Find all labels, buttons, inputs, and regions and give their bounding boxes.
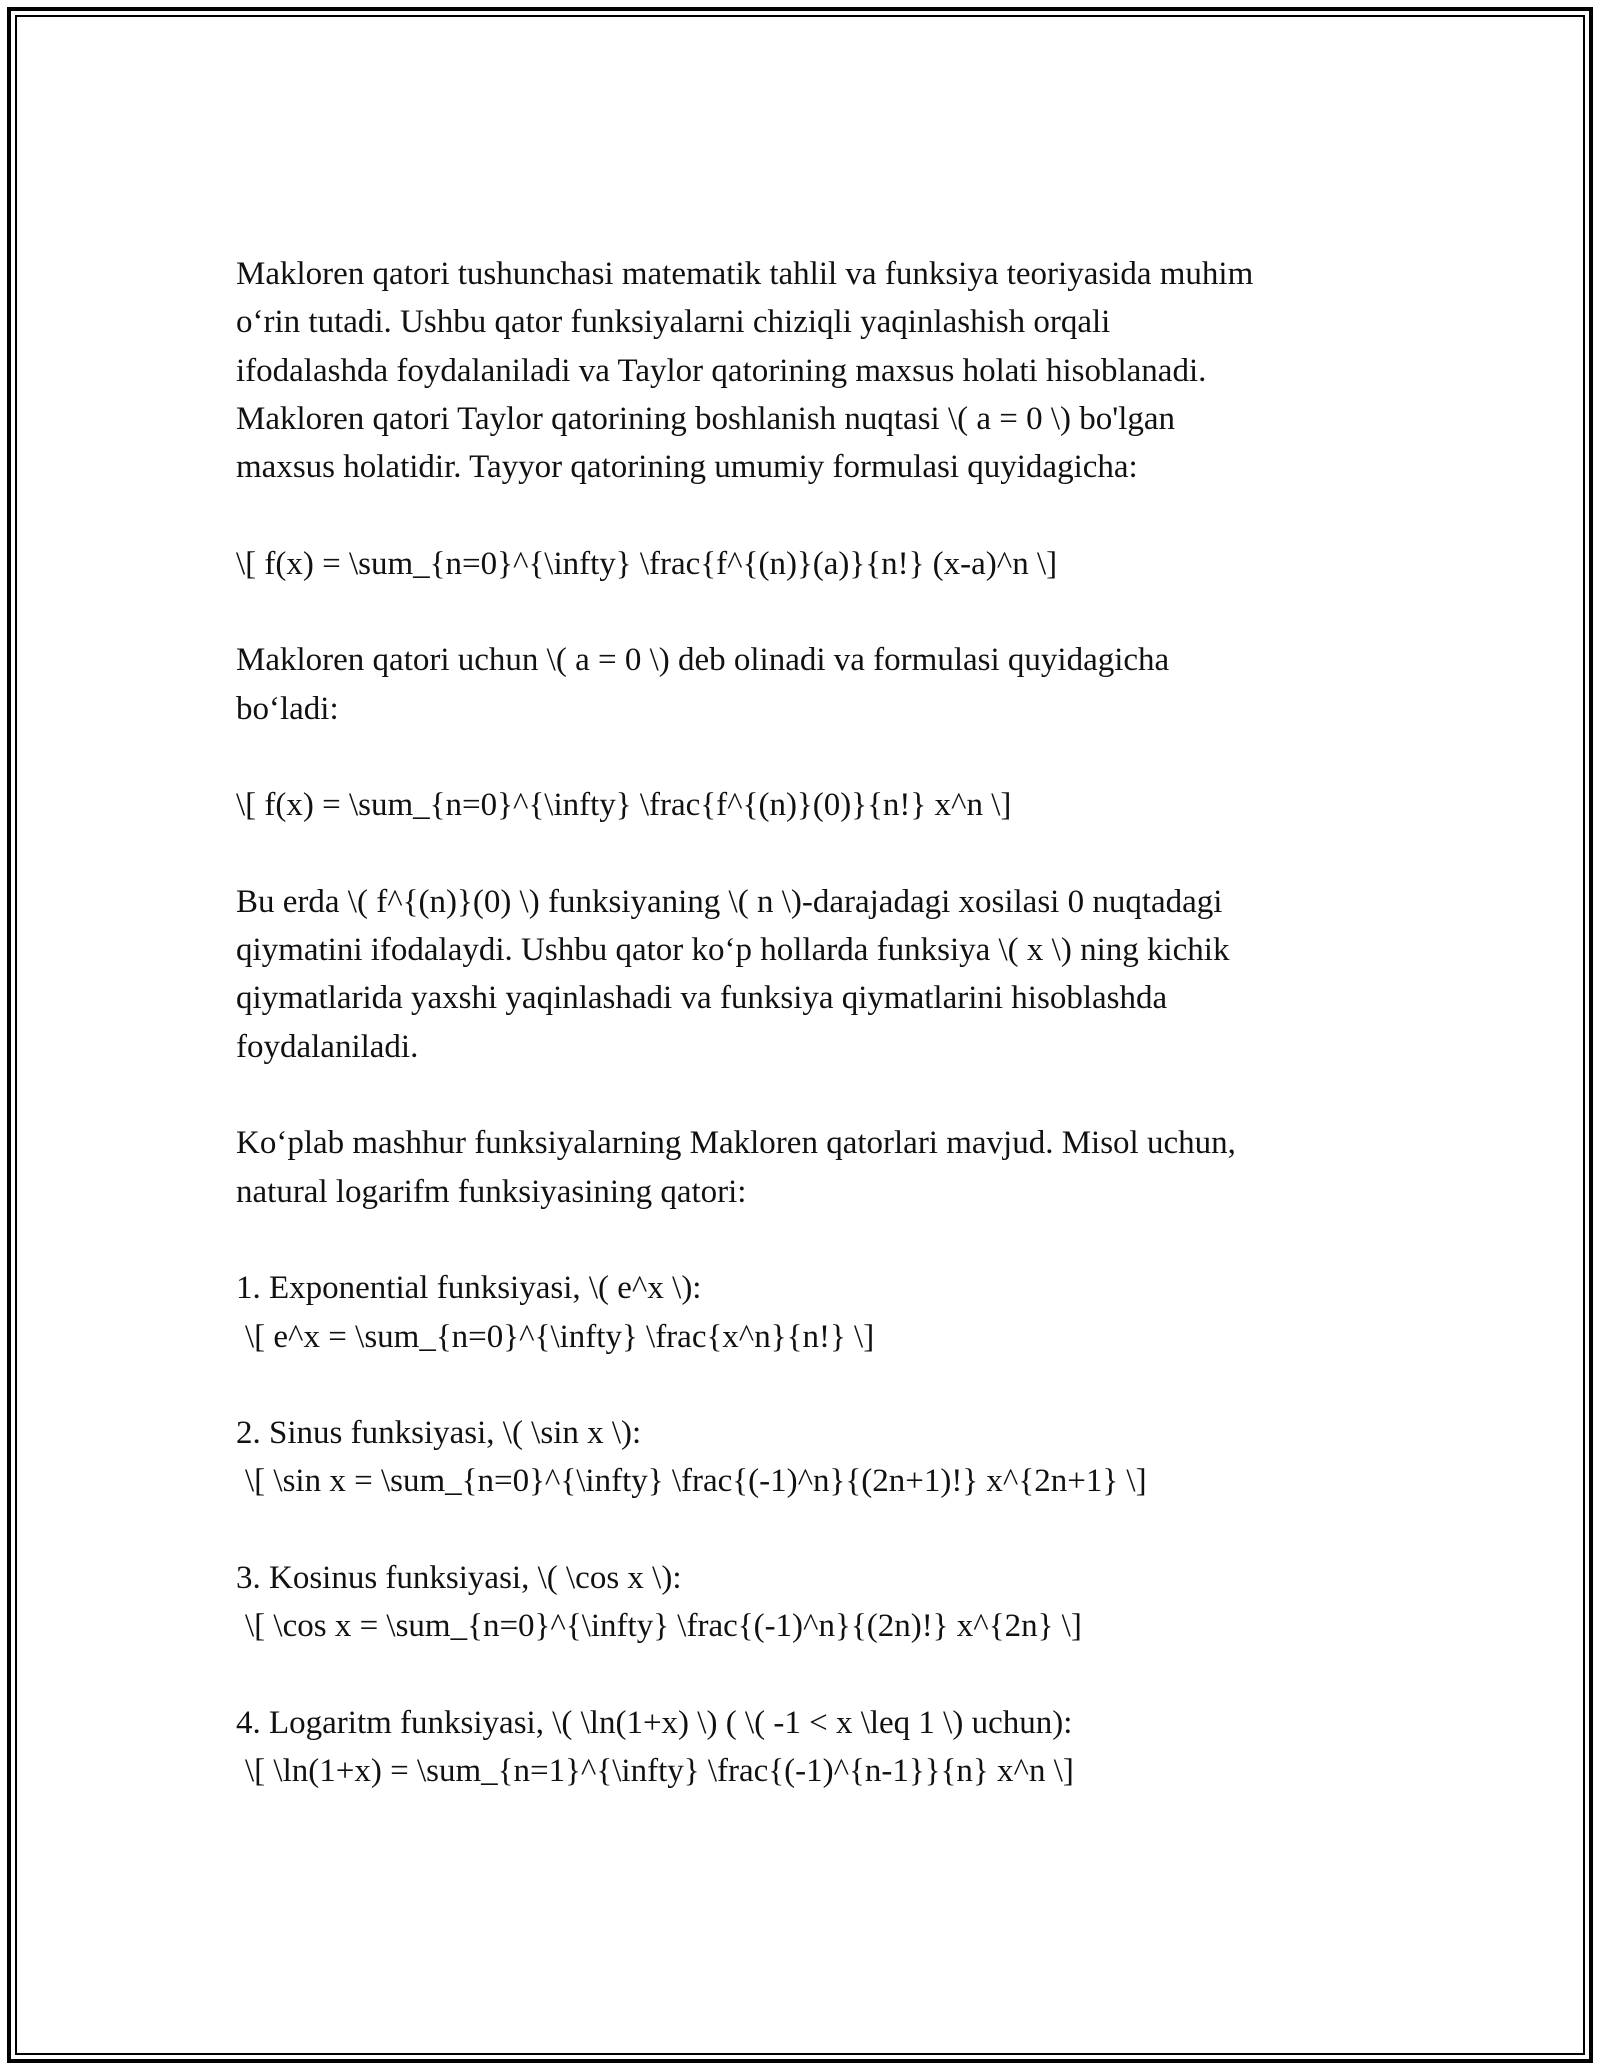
paragraph-gap: [236, 1506, 1376, 1554]
text-line: foydalaniladi.: [236, 1028, 419, 1065]
example-title: 1. Exponential funksiyasi, \( e^x \):: [236, 1270, 702, 1307]
paragraph-gap: [236, 830, 1376, 878]
intro-paragraph: [236, 250, 1376, 491]
paragraph-gap: [236, 491, 1376, 539]
text-line: Bu erda \( f^{(n)}(0) \) funksiyaning \( n \)-darajadagi xosilasi 0 nuqtadagi: [236, 883, 1223, 920]
example-item-exponential: [236, 1264, 1376, 1361]
example-formula: \[ e^x = \sum_{n=0}^{\infty} \frac{x^n}{n!} \]: [245, 1318, 875, 1355]
explanation-paragraph: [236, 878, 1376, 1071]
text-line: Ko‘plab mashhur funksiyalarning Makloren qatorlari mavjud. Misol uchun,: [236, 1125, 1236, 1162]
text-line: Makloren qatori Taylor qatorining boshlanish nuqtasi \( a = 0 \) bo'lgan: [236, 400, 1176, 437]
maclaurin-formula: \[ f(x) = \sum_{n=0}^{\infty} \frac{f^{(n)}(0)}{n!} x^n \]: [236, 787, 1012, 824]
text-line: bo‘ladi:: [236, 690, 339, 727]
maclaurin-intro-paragraph: [236, 636, 1376, 733]
example-formula: \[ \cos x = \sum_{n=0}^{\infty} \frac{(-1)^n}{(2n)!} x^{2n} \]: [245, 1608, 1082, 1645]
text-line: o‘rin tutadi. Ushbu qator funksiyalarni chiziqli yaqinlashish orqali: [236, 304, 1111, 341]
example-item-sine: [236, 1409, 1376, 1506]
text-line: qiymatini ifodalaydi. Ushbu qator ko‘p hollarda funksiya \( x \) ning kichik: [236, 932, 1230, 969]
example-title: 4. Logaritm funksiyasi, \( \ln(1+x) \) ( \( -1 < x \leq 1 \) uchun):: [236, 1704, 1073, 1741]
example-formula: \[ \ln(1+x) = \sum_{n=1}^{\infty} \frac{(-1)^{n-1}}{n} x^n \]: [245, 1753, 1074, 1790]
example-formula: \[ \sin x = \sum_{n=0}^{\infty} \frac{(-1)^n}{(2n+1)!} x^{2n+1} \]: [245, 1463, 1147, 1500]
text-line: Makloren qatori uchun \( a = 0 \) deb olinadi va formulasi quyidagicha: [236, 642, 1170, 679]
paragraph-gap: [236, 1651, 1376, 1699]
example-title: 3. Kosinus funksiyasi, \( \cos x \):: [236, 1560, 682, 1597]
taylor-formula: \[ f(x) = \sum_{n=0}^{\infty} \frac{f^{(n)}(a)}{n!} (x-a)^n \]: [236, 545, 1058, 582]
paragraph-gap: [236, 588, 1376, 636]
example-item-cosine: [236, 1554, 1376, 1651]
paragraph-gap: [236, 1071, 1376, 1119]
text-line: maxsus holatidir. Tayyor qatorining umumiy formulasi quyidagicha:: [236, 449, 1138, 486]
example-item-logarithm: [236, 1699, 1376, 1796]
document-body: [236, 250, 1376, 1796]
text-line: Makloren qatori tushunchasi matematik tahlil va funksiya teoriyasida muhim: [236, 256, 1254, 292]
text-line: natural logarifm funksiyasining qatori:: [236, 1173, 747, 1210]
paragraph-gap: [236, 1361, 1376, 1409]
text-line: ifodalashda foydalaniladi va Taylor qatorining maxsus holati hisoblanadi.: [236, 352, 1207, 389]
paragraph-gap: [236, 733, 1376, 781]
examples-intro-paragraph: [236, 1119, 1376, 1216]
example-title: 2. Sinus funksiyasi, \( \sin x \):: [236, 1415, 642, 1452]
paragraph-gap: [236, 1216, 1376, 1264]
text-line: qiymatlarida yaxshi yaqinlashadi va funksiya qiymatlarini hisoblashda: [236, 980, 1168, 1017]
